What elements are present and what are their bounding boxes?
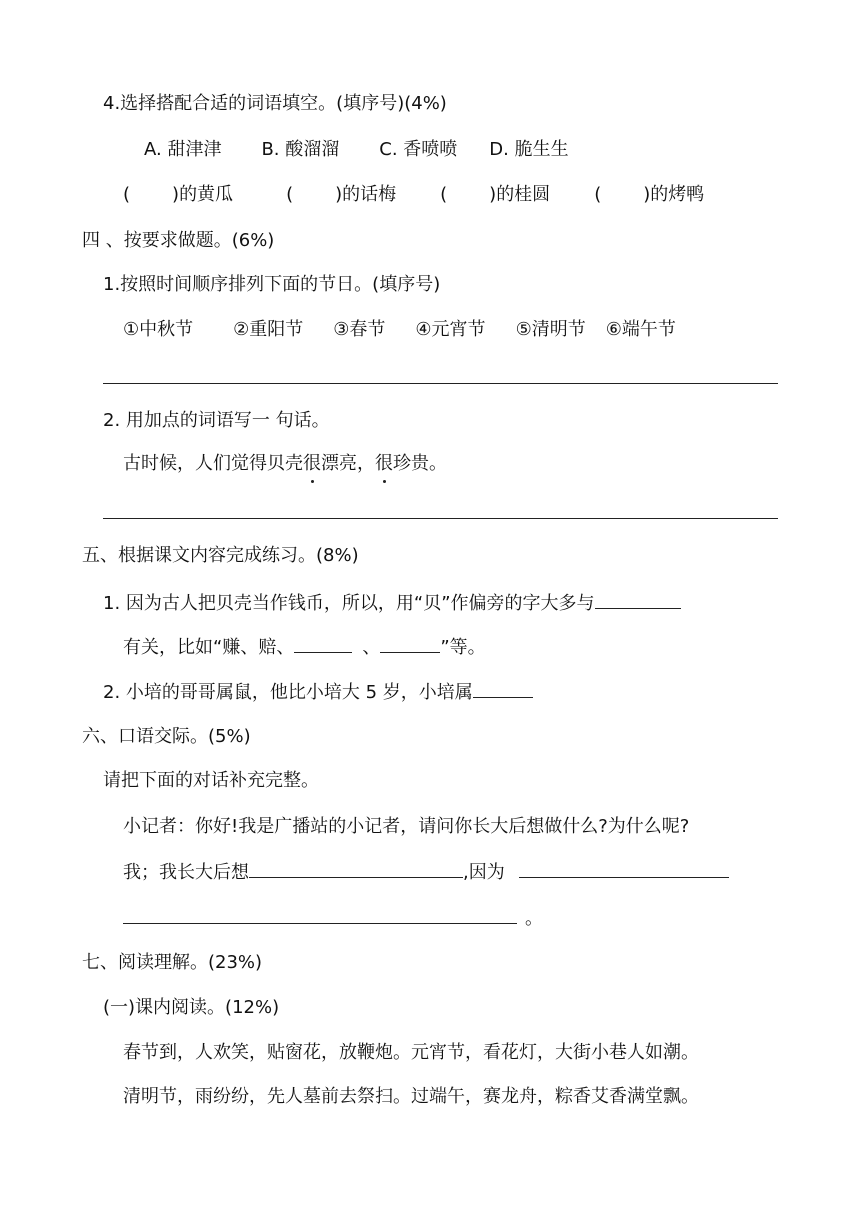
option-c: C. 香喷喷 xyxy=(379,139,458,160)
answer-line[interactable] xyxy=(103,518,778,519)
s5-q2 xyxy=(103,679,533,705)
sentence-part: 古时候，人们觉得贝壳 xyxy=(123,453,303,474)
s7-subtitle: (一)课内阅读。(12%) xyxy=(103,997,280,1018)
period: 。 xyxy=(525,908,543,929)
my-answer-line xyxy=(123,859,729,885)
q4-item-4: 的烤鸭 xyxy=(650,184,705,205)
paren-close: ) xyxy=(172,184,180,205)
paren-close: ) xyxy=(335,184,343,205)
reading-line-2: 清明节，雨纷纷，先人墓前去祭扫。过端午，赛龙舟，粽香艾香满堂飘。 xyxy=(123,1086,699,1107)
fill-blank[interactable] xyxy=(249,859,463,878)
q4-item-2: 的话梅 xyxy=(342,184,397,205)
festival-6: ⑥端午节 xyxy=(605,319,676,340)
fill-blank[interactable] xyxy=(519,859,729,878)
s5-q1-text2: 有关，比如“赚、赔、 xyxy=(123,637,295,658)
paren-close: ) xyxy=(643,184,651,205)
paren-open: ( xyxy=(286,184,294,205)
s5-q1-line2 xyxy=(123,634,486,660)
festival-2: ②重阳节 xyxy=(233,319,304,340)
fill-blank[interactable] xyxy=(380,634,440,653)
sentence-part: 漂亮， xyxy=(321,453,375,474)
q4-blanks xyxy=(123,183,704,207)
option-b: B. 酸溜溜 xyxy=(261,139,340,160)
option-a: A. 甜津津 xyxy=(144,139,222,160)
my-answer-line2 xyxy=(123,905,543,931)
festival-3: ③春节 xyxy=(333,319,386,340)
festival-4: ④元宵节 xyxy=(415,319,486,340)
answer-line[interactable] xyxy=(103,383,778,384)
fill-blank[interactable] xyxy=(123,905,517,924)
my-answer-text: 我；我长大后想 xyxy=(123,862,249,883)
section-6-title: 六、口语交际。(5%) xyxy=(82,726,251,747)
s5-q1-line1 xyxy=(103,590,681,616)
festival-list xyxy=(123,318,676,342)
s5-q1-end: ”等。 xyxy=(440,637,486,658)
fill-blank[interactable] xyxy=(294,634,352,653)
fill-blank[interactable] xyxy=(473,679,533,698)
s5-q2-text: 2. 小培的哥哥属鼠，他比小培大 5 岁，小培属 xyxy=(103,682,473,703)
q4-item-3: 的桂圆 xyxy=(496,184,551,205)
paren-close: ) xyxy=(489,184,497,205)
festival-1: ①中秋节 xyxy=(123,319,194,340)
separator: 、 xyxy=(362,637,381,658)
option-d: D. 脆生生 xyxy=(489,139,569,160)
paren-open: ( xyxy=(440,184,448,205)
q4-title: 4.选择搭配合适的词语填空。(填序号)(4%) xyxy=(103,93,447,114)
s5-q1-text: 1. 因为古人把贝壳当作钱币，所以，用“贝”作偏旁的字大多与 xyxy=(103,593,595,614)
s6-instruction: 请把下面的对话补充完整。 xyxy=(103,770,319,791)
festival-5: ⑤清明节 xyxy=(515,319,586,340)
dotted-word: 很 xyxy=(375,453,393,474)
sentence-part: 珍贵。 xyxy=(393,453,447,474)
because-text: ,因为 xyxy=(463,862,505,883)
fill-blank[interactable] xyxy=(595,590,681,609)
s4-q2-sentence xyxy=(123,452,447,476)
section-7-title: 七、阅读理解。(23%) xyxy=(82,952,263,973)
section-5-title: 五、根据课文内容完成练习。(8%) xyxy=(82,545,359,566)
s4-q2-title: 2. 用加点的词语写一 句话。 xyxy=(103,410,330,431)
reporter-line: 小记者：你好!我是广播站的小记者，请问你长大后想做什么?为什么呢? xyxy=(123,816,690,837)
dotted-word: 很 xyxy=(303,453,321,474)
reading-line-1: 春节到，人欢笑，贴窗花，放鞭炮。元宵节，看花灯，大街小巷人如潮。 xyxy=(123,1042,699,1063)
section-4-title: 四 、按要求做题。(6%) xyxy=(82,230,275,251)
q4-options xyxy=(144,138,569,162)
paren-open: ( xyxy=(594,184,602,205)
paren-open: ( xyxy=(123,184,131,205)
q4-item-1: 的黄瓜 xyxy=(179,184,234,205)
s4-q1-title: 1.按照时间顺序排列下面的节日。(填序号) xyxy=(103,274,441,295)
